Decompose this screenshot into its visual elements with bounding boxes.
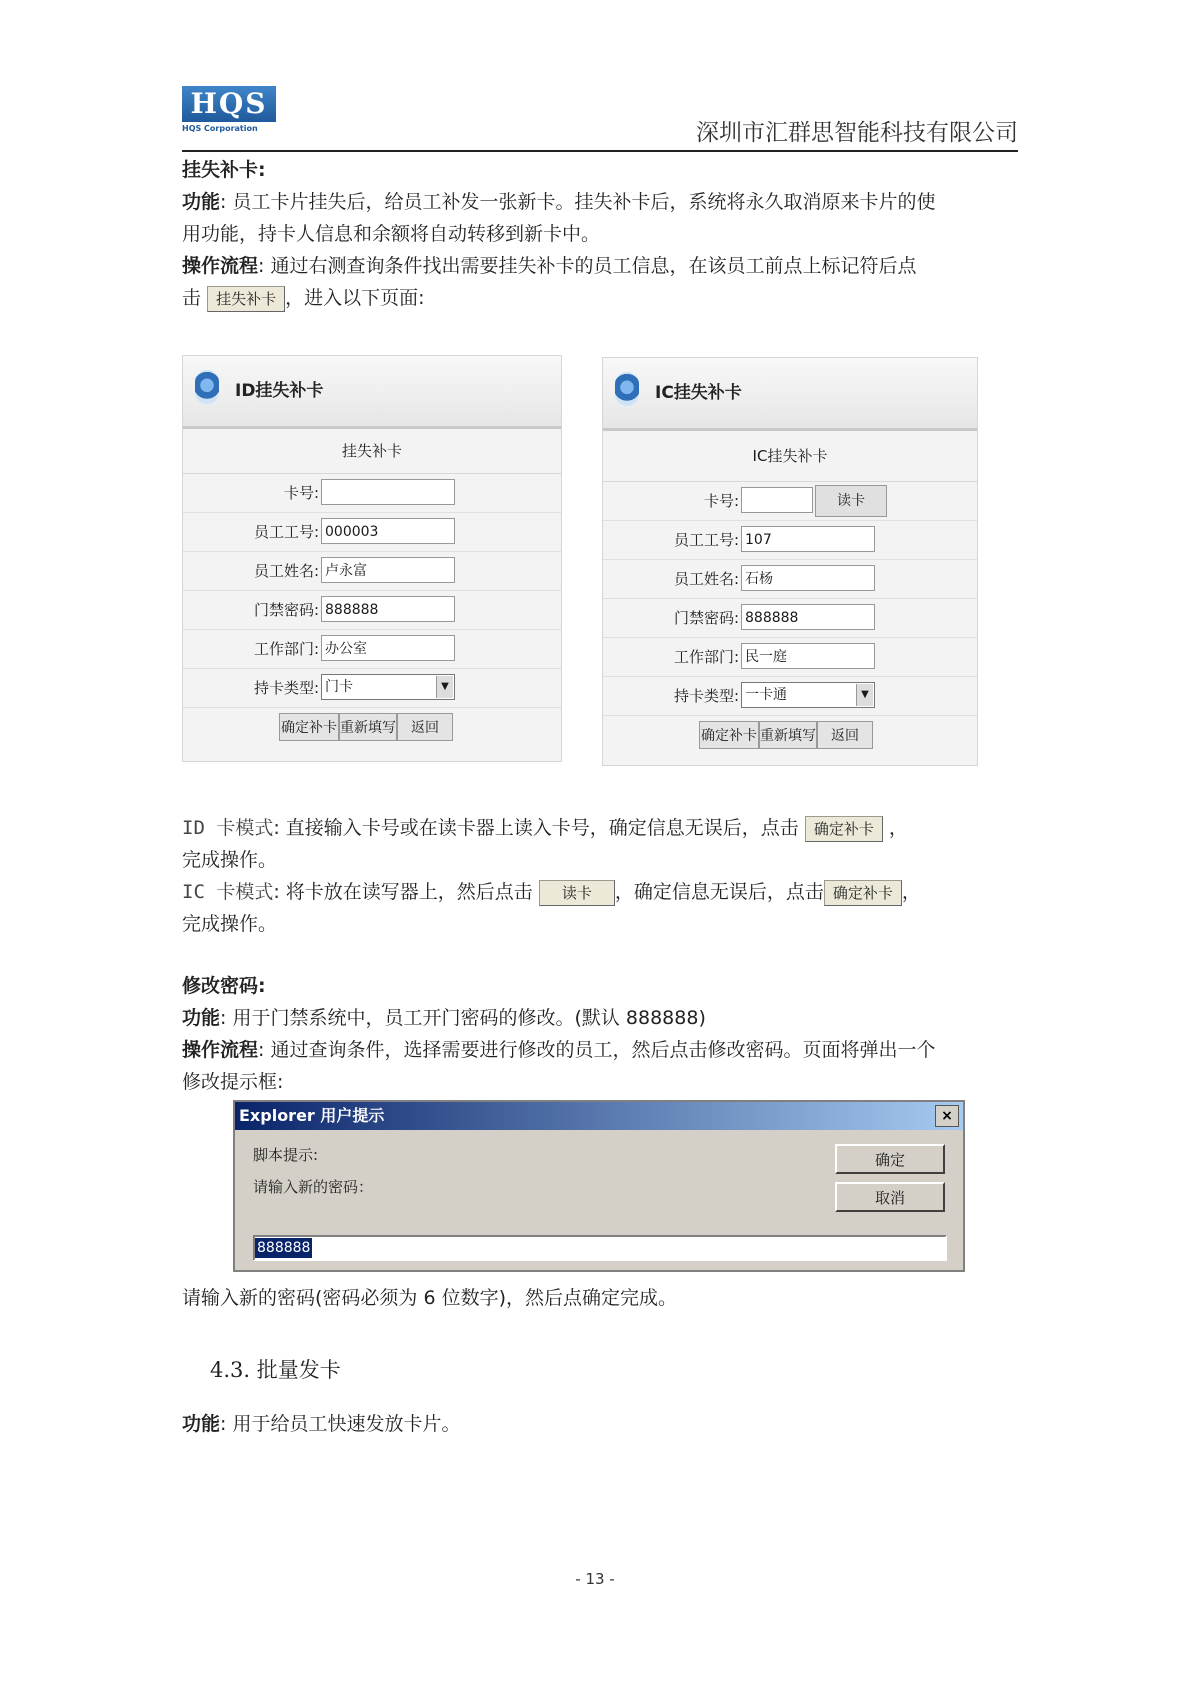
ic-mode-read-button[interactable]: 读卡 [539, 880, 615, 906]
field-label: 门禁密码: [673, 609, 739, 627]
browser-icon [195, 370, 219, 404]
proc-text: : 通过查询条件，选择需要进行修改的员工，然后点击修改密码。页面将弹出一个 [258, 1039, 936, 1061]
proc-suffix: ，进入以下页面: [285, 287, 425, 309]
field-label: 员工工号: [673, 531, 739, 549]
func-label: 功能 [182, 191, 221, 213]
pwd-proc-line2: 修改提示框: [182, 1071, 284, 1093]
func-text: : 用于给员工快速发放卡片。 [220, 1413, 461, 1435]
field-label: 员工姓名: [253, 562, 319, 580]
dialog-title-bar [235, 1102, 963, 1130]
ic-mode-mid: ，确定信息无误后，点击 [614, 881, 824, 903]
field-label: 工作部门: [673, 648, 739, 666]
page-number: - 13 - [575, 1570, 615, 1588]
button-row [183, 708, 561, 746]
field-row-emp-id [603, 521, 977, 560]
field-row-dept [603, 638, 977, 677]
logo-mark: HQS [182, 86, 276, 122]
func-label: 功能 [182, 1413, 221, 1435]
dialog-script-label: 脚本提示: [253, 1146, 319, 1164]
id-mode-line2: 完成操作。 [182, 849, 278, 871]
ic-mode-label: IC 卡模式 [182, 881, 274, 903]
ic-mode-line1 [182, 876, 921, 908]
field-row-door-pwd [183, 591, 561, 630]
field-label: 员工姓名: [673, 570, 739, 588]
new-password-input[interactable] [253, 1235, 947, 1261]
panel-subtitle: 挂失补卡 [183, 429, 561, 474]
panel-header [183, 356, 561, 429]
id-mode-label: ID 卡模式 [182, 817, 274, 839]
cancel-button[interactable]: 取消 [835, 1182, 945, 1212]
field-row-door-pwd [603, 599, 977, 638]
panel-title: ID挂失补卡 [235, 381, 324, 401]
field-label: 员工工号: [253, 523, 319, 541]
company-name: 深圳市汇群思智能科技有限公司 [696, 120, 1018, 146]
reset-button[interactable]: 重新填写 [339, 713, 397, 741]
select-value: 门卡 [325, 679, 353, 695]
lost-card-proc-line2 [182, 282, 424, 314]
field-label: 卡号: [703, 492, 739, 510]
field-label: 持卡类型: [253, 679, 319, 697]
department-input[interactable]: 办公室 [321, 635, 455, 661]
field-label: 卡号: [283, 484, 319, 502]
back-button[interactable]: 返回 [817, 721, 873, 749]
batch-func-line [182, 1408, 460, 1440]
ic-mode-confirm-button[interactable]: 确定补卡 [824, 880, 902, 906]
confirm-reissue-button[interactable]: 确定补卡 [279, 713, 339, 741]
field-row-emp-name [183, 552, 561, 591]
card-type-select[interactable] [741, 682, 875, 708]
field-row-card-type [603, 677, 977, 716]
header-divider [182, 150, 1018, 152]
ic-lost-card-panel [602, 357, 978, 766]
after-dialog-text: 请输入新的密码(密码必须为 6 位数字)，然后点确定完成。 [182, 1287, 677, 1309]
lost-card-heading: 挂失补卡: [182, 159, 266, 181]
confirm-reissue-button[interactable]: 确定补卡 [699, 721, 759, 749]
field-label: 工作部门: [253, 640, 319, 658]
lost-card-func-line1 [182, 186, 935, 218]
employee-id-input[interactable]: 107 [741, 526, 875, 552]
pwd-proc-line1 [182, 1034, 935, 1066]
card-type-select[interactable] [321, 674, 455, 700]
field-row-dept [183, 630, 561, 669]
employee-name-input[interactable]: 卢永富 [321, 557, 455, 583]
panel-subtitle: IC挂失补卡 [603, 431, 977, 482]
logo-subtitle: HQS Corporation [182, 124, 258, 133]
id-lost-card-panel [182, 355, 562, 762]
field-row-card-no [183, 474, 561, 513]
field-row-card-type [183, 669, 561, 708]
select-value: 一卡通 [745, 687, 787, 703]
field-label: 持卡类型: [673, 687, 739, 705]
func-text: : 用于门禁系统中，员工开门密码的修改。(默认 888888) [220, 1007, 706, 1029]
ic-mode-text: : 将卡放在读写器上，然后点击 [273, 881, 533, 903]
ok-button[interactable]: 确定 [835, 1144, 945, 1174]
field-row-card-no [603, 482, 977, 521]
id-mode-end: ， [888, 817, 908, 839]
field-row-emp-id [183, 513, 561, 552]
id-mode-line1 [182, 812, 908, 844]
proc-label: 操作流程 [182, 255, 259, 277]
ic-mode-line2: 完成操作。 [182, 913, 278, 935]
button-row [603, 716, 977, 754]
dialog-title: Explorer 用户提示 [239, 1106, 385, 1125]
chevron-down-icon[interactable]: ▼ [856, 684, 873, 706]
lost-card-proc-line1 [182, 250, 916, 282]
id-mode-confirm-button[interactable]: 确定补卡 [805, 816, 883, 842]
door-password-input[interactable]: 888888 [741, 604, 875, 630]
lost-card-func-line2: 用功能，持卡人信息和余额将自动转移到新卡中。 [182, 223, 601, 245]
employee-name-input[interactable]: 石杨 [741, 565, 875, 591]
proc-label: 操作流程 [182, 1039, 259, 1061]
card-number-input[interactable] [741, 487, 813, 513]
proc-prefix: 击 [182, 287, 202, 309]
func-label: 功能 [182, 1007, 221, 1029]
reset-button[interactable]: 重新填写 [759, 721, 817, 749]
employee-id-input[interactable]: 000003 [321, 518, 455, 544]
input-selected-text: 888888 [257, 1240, 311, 1256]
section-heading: 4.3. 批量发卡 [210, 1358, 341, 1382]
dialog-prompt-text: 请输入新的密码： [253, 1178, 374, 1196]
pwd-heading: 修改密码: [182, 975, 266, 997]
card-number-input[interactable] [321, 479, 455, 505]
chevron-down-icon[interactable]: ▼ [436, 676, 453, 698]
func-text: : 员工卡片挂失后，给员工补发一张新卡。挂失补卡后，系统将永久取消原来卡片的使 [220, 191, 936, 213]
id-mode-text: : 直接输入卡号或在读卡器上读入卡号，确定信息无误后，点击 [273, 817, 799, 839]
close-icon[interactable]: × [935, 1105, 959, 1127]
department-input[interactable]: 民一庭 [741, 643, 875, 669]
door-password-input[interactable]: 888888 [321, 596, 455, 622]
lost-card-inline-button[interactable]: 挂失补卡 [207, 286, 285, 312]
prompt-dialog [233, 1100, 965, 1272]
back-button[interactable]: 返回 [397, 713, 453, 741]
pwd-func-line [182, 1002, 706, 1034]
company-logo [182, 86, 276, 136]
proc-text: : 通过右测查询条件找出需要挂失补卡的员工信息，在该员工前点上标记符后点 [258, 255, 917, 277]
read-card-button[interactable]: 读卡 [815, 485, 887, 517]
browser-icon [615, 372, 639, 406]
field-label: 门禁密码: [253, 601, 319, 619]
field-row-emp-name [603, 560, 977, 599]
panel-header [603, 358, 977, 431]
ic-mode-end: ， [901, 881, 921, 903]
panel-title: IC挂失补卡 [655, 383, 742, 403]
